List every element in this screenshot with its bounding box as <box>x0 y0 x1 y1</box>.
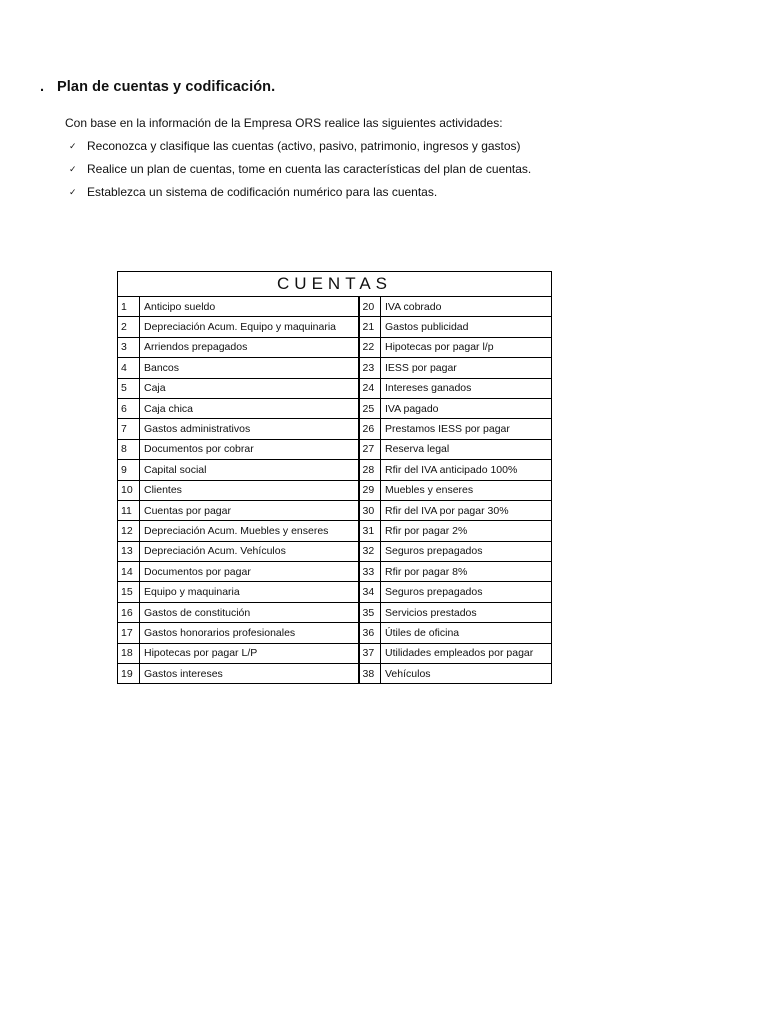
account-number-cell: 34 <box>359 582 381 602</box>
account-name-cell: Seguros prepagados <box>381 541 552 561</box>
table-header-row <box>118 272 552 297</box>
account-number-cell: 9 <box>118 460 140 480</box>
account-name-cell: Prestamos IESS por pagar <box>381 419 552 439</box>
account-name-cell: Útiles de oficina <box>381 623 552 643</box>
account-name-cell: Vehículos <box>381 664 552 684</box>
activity-text: Realice un plan de cuentas, tome en cuenta las características del plan de cuentas. <box>87 162 532 176</box>
account-name-cell: Hipotecas por pagar L/P <box>140 643 359 663</box>
activity-item <box>65 138 531 161</box>
account-number-cell: 25 <box>359 398 381 418</box>
account-name-cell: Seguros prepagados <box>381 582 552 602</box>
check-bullet-icon: ✓ <box>69 164 77 174</box>
table-row <box>118 398 552 418</box>
account-number-cell: 21 <box>359 317 381 337</box>
account-number-cell: 2 <box>118 317 140 337</box>
account-number-cell: 22 <box>359 337 381 357</box>
table-row <box>118 480 552 500</box>
table-title: CUENTAS <box>118 272 552 297</box>
account-name-cell: IVA cobrado <box>381 297 552 317</box>
activity-item <box>65 161 531 184</box>
account-number-cell: 26 <box>359 419 381 439</box>
table-row <box>118 378 552 398</box>
table-row <box>118 643 552 663</box>
account-number-cell: 32 <box>359 541 381 561</box>
table-row <box>118 500 552 520</box>
account-name-cell: Caja <box>140 378 359 398</box>
account-number-cell: 16 <box>118 602 140 622</box>
table-row <box>118 602 552 622</box>
table-row <box>118 337 552 357</box>
account-number-cell: 30 <box>359 500 381 520</box>
account-name-cell: Equipo y maquinaria <box>140 582 359 602</box>
account-name-cell: Servicios prestados <box>381 602 552 622</box>
account-name-cell: Depreciación Acum. Equipo y maquinaria <box>140 317 359 337</box>
account-name-cell: Clientes <box>140 480 359 500</box>
account-number-cell: 12 <box>118 521 140 541</box>
account-name-cell: Depreciación Acum. Vehículos <box>140 541 359 561</box>
account-number-cell: 20 <box>359 297 381 317</box>
table-row <box>118 439 552 459</box>
account-number-cell: 8 <box>118 439 140 459</box>
activity-text: Reconozca y clasifique las cuentas (activo, pasivo, patrimonio, ingresos y gastos) <box>87 139 521 153</box>
check-bullet-icon: ✓ <box>69 187 77 197</box>
account-name-cell: Gastos intereses <box>140 664 359 684</box>
activity-item <box>65 184 531 207</box>
account-name-cell: Gastos de constitución <box>140 602 359 622</box>
section-number: . <box>40 79 45 95</box>
account-name-cell: Reserva legal <box>381 439 552 459</box>
account-number-cell: 31 <box>359 521 381 541</box>
account-number-cell: 4 <box>118 358 140 378</box>
account-name-cell: Documentos por pagar <box>140 562 359 582</box>
account-name-cell: Documentos por cobrar <box>140 439 359 459</box>
section-title: Plan de cuentas y codificación. <box>57 79 276 95</box>
account-name-cell: Hipotecas por pagar l/p <box>381 337 552 357</box>
table-row <box>118 297 552 317</box>
account-number-cell: 24 <box>359 378 381 398</box>
account-number-cell: 17 <box>118 623 140 643</box>
table-row <box>118 664 552 684</box>
table-row <box>118 317 552 337</box>
account-name-cell: Intereses ganados <box>381 378 552 398</box>
account-number-cell: 35 <box>359 602 381 622</box>
activity-text: Establezca un sistema de codificación numérico para las cuentas. <box>87 185 438 199</box>
table-row <box>118 562 552 582</box>
account-number-cell: 14 <box>118 562 140 582</box>
account-name-cell: Rfir por pagar 2% <box>381 521 552 541</box>
account-number-cell: 11 <box>118 500 140 520</box>
account-number-cell: 29 <box>359 480 381 500</box>
account-number-cell: 7 <box>118 419 140 439</box>
account-name-cell: IVA pagado <box>381 398 552 418</box>
account-name-cell: IESS por pagar <box>381 358 552 378</box>
account-name-cell: Rfir por pagar 8% <box>381 562 552 582</box>
account-name-cell: Capital social <box>140 460 359 480</box>
account-number-cell: 33 <box>359 562 381 582</box>
table-row <box>118 541 552 561</box>
account-number-cell: 38 <box>359 664 381 684</box>
account-number-cell: 10 <box>118 480 140 500</box>
accounts-table-body <box>118 297 552 684</box>
table-row <box>118 521 552 541</box>
account-name-cell: Rfir del IVA por pagar 30% <box>381 500 552 520</box>
intro-text: Con base en la información de la Empresa ORS realice las siguientes actividades: <box>65 116 503 130</box>
account-name-cell: Depreciación Acum. Muebles y enseres <box>140 521 359 541</box>
account-name-cell: Gastos administrativos <box>140 419 359 439</box>
account-name-cell: Anticipo sueldo <box>140 297 359 317</box>
account-number-cell: 1 <box>118 297 140 317</box>
account-name-cell: Gastos honorarios profesionales <box>140 623 359 643</box>
account-name-cell: Utilidades empleados por pagar <box>381 643 552 663</box>
account-number-cell: 27 <box>359 439 381 459</box>
account-number-cell: 28 <box>359 460 381 480</box>
account-number-cell: 3 <box>118 337 140 357</box>
account-name-cell: Gastos publicidad <box>381 317 552 337</box>
account-name-cell: Caja chica <box>140 398 359 418</box>
check-bullet-icon: ✓ <box>69 141 77 151</box>
activities-list <box>65 138 531 207</box>
account-name-cell: Rfir del IVA anticipado 100% <box>381 460 552 480</box>
section-heading <box>40 79 275 95</box>
table-row <box>118 358 552 378</box>
account-name-cell: Cuentas por pagar <box>140 500 359 520</box>
table-row <box>118 419 552 439</box>
account-number-cell: 13 <box>118 541 140 561</box>
table-row <box>118 582 552 602</box>
account-name-cell: Arriendos prepagados <box>140 337 359 357</box>
account-name-cell: Bancos <box>140 358 359 378</box>
account-name-cell: Muebles y enseres <box>381 480 552 500</box>
table-row <box>118 623 552 643</box>
account-number-cell: 19 <box>118 664 140 684</box>
account-number-cell: 36 <box>359 623 381 643</box>
account-number-cell: 15 <box>118 582 140 602</box>
account-number-cell: 37 <box>359 643 381 663</box>
account-number-cell: 6 <box>118 398 140 418</box>
table-row <box>118 460 552 480</box>
account-number-cell: 23 <box>359 358 381 378</box>
accounts-table <box>117 271 552 684</box>
account-number-cell: 18 <box>118 643 140 663</box>
account-number-cell: 5 <box>118 378 140 398</box>
